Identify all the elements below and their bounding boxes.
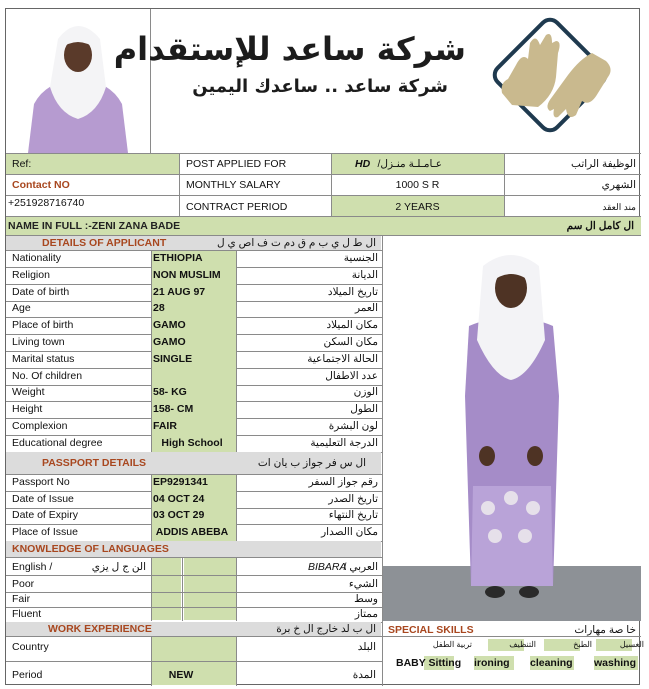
field-label-ar: العمر xyxy=(354,302,378,314)
arabic-level-label: BIBARA xyxy=(308,561,347,573)
helping-hands-logo-icon xyxy=(472,13,638,147)
post-applied-value-ar: عـامـلـة منـزل/ xyxy=(377,158,442,170)
period-value: NEW xyxy=(168,669,194,681)
field-label: Nationality xyxy=(12,252,62,264)
contact-number: +251928716740 xyxy=(8,197,85,209)
english-label: English / xyxy=(12,561,53,573)
contract-period-value: 2 YEARS xyxy=(395,201,440,213)
language-level-label: Fluent xyxy=(12,608,42,620)
languages-title: KNOWLEDGE OF LANGUAGES xyxy=(12,543,169,555)
field-label-ar: عدد الاطفال xyxy=(325,370,378,382)
contract-period-label-ar: مند العقد xyxy=(602,202,636,212)
field-label: Weight xyxy=(12,386,45,398)
field-label: Height xyxy=(12,403,43,415)
field-label-ar: الجنسية xyxy=(343,252,378,264)
skill-label-ar: الغسيل xyxy=(619,640,644,649)
field-label-ar: تاريخ الميلاد xyxy=(327,286,378,298)
field-value: ADDIS ABEBA xyxy=(155,526,229,538)
field-label-ar: رقم جواز السفر xyxy=(308,476,378,488)
arabic-label-ar: العربي / xyxy=(343,561,378,573)
field-label-ar: لون البشرة xyxy=(328,420,378,432)
field-label-ar: مكان الميلاد xyxy=(326,319,378,331)
period-label: Period xyxy=(12,669,43,681)
country-label-ar: البلد xyxy=(357,641,376,653)
field-label-ar: الديانة xyxy=(351,269,378,281)
salary-label-ar: الشهري xyxy=(601,179,636,191)
field-value: ETHIOPIA xyxy=(153,252,203,264)
field-label: Marital status xyxy=(12,353,75,365)
cv-sheet xyxy=(5,8,644,685)
field-value: GAMO xyxy=(153,319,186,331)
language-level-label-ar: ممتاز xyxy=(354,608,378,620)
language-level-label-ar: الشيء xyxy=(348,578,378,590)
company-tagline: شركة ساعد .. ساعدك اليمين xyxy=(192,76,448,97)
field-label-ar: الوزن xyxy=(353,386,378,398)
field-value: 03 OCT 29 xyxy=(153,509,205,521)
post-applied-code: HD xyxy=(355,158,371,170)
field-label: No. Of children xyxy=(12,370,83,382)
field-value: 58- KG xyxy=(153,386,187,398)
salary-value: 1000 S R xyxy=(395,179,440,191)
period-label-ar: المدة xyxy=(352,669,376,681)
field-label: Place of Issue xyxy=(12,526,78,538)
skill-item: BABY Sitting xyxy=(396,657,462,669)
language-level-label: Poor xyxy=(12,578,35,590)
field-label: Age xyxy=(12,302,31,314)
field-label: Living town xyxy=(12,336,65,348)
passport-details-title-ar: ال س فر جواز ب يان ات xyxy=(257,457,366,469)
field-label: Date of birth xyxy=(12,286,70,298)
field-value: NON MUSLIM xyxy=(153,269,221,281)
field-label: Date of Issue xyxy=(12,493,74,505)
skill-label-ar: الطبخ xyxy=(573,640,592,649)
passport-details-title: PASSPORT DETAILS xyxy=(42,457,147,469)
applicant-full-body-photo xyxy=(383,236,641,621)
skill-label-ar: التنظيف xyxy=(509,640,536,649)
skill-item: cleaning xyxy=(530,657,573,669)
ref-label: Ref: xyxy=(12,158,32,170)
applicant-details-title: DETAILS OF APPLICANT xyxy=(42,237,167,249)
special-skills-title: SPECIAL SKILLS xyxy=(388,624,474,636)
field-label: Passport No xyxy=(12,476,70,488)
salary-label: MONTHLY SALARY xyxy=(186,179,281,191)
field-label: Place of birth xyxy=(12,319,74,331)
field-label: Educational degree xyxy=(12,437,103,449)
field-value: 04 OCT 24 xyxy=(153,493,205,505)
field-label: Date of Expiry xyxy=(12,509,78,521)
field-label: Religion xyxy=(12,269,50,281)
field-label-ar: مكان السكن xyxy=(323,336,378,348)
language-level-label: Fair xyxy=(12,593,31,605)
country-label: Country xyxy=(12,641,49,653)
field-value: SINGLE xyxy=(153,353,193,365)
field-value: 28 xyxy=(153,302,165,314)
applicant-details-title-ar: ال ط ل ي ب م ق دم ت ف اص ي ل xyxy=(216,237,376,249)
field-value: High School xyxy=(161,437,223,449)
field-value: 158- CM xyxy=(153,403,194,415)
skill-item: washing xyxy=(594,657,637,669)
field-value: 21 AUG 97 xyxy=(153,286,206,298)
contact-label: Contact NO xyxy=(12,179,70,191)
post-applied-label: POST APPLIED FOR xyxy=(186,158,287,170)
field-label-ar: الحالة الاجتماعية xyxy=(307,353,378,365)
company-name: شركة ساعد للإستقدام xyxy=(113,30,466,68)
field-value: GAMO xyxy=(153,336,186,348)
field-value: FAIR xyxy=(153,420,177,432)
language-level-label-ar: وسط xyxy=(354,593,378,605)
special-skills-title-ar: خا صة مهارات xyxy=(574,624,636,636)
full-name: NAME IN FULL :-ZENI ZANA BADE xyxy=(8,220,181,232)
skill-item: ironing xyxy=(474,657,510,669)
skill-label-ar: تربية الطفل xyxy=(432,640,472,649)
post-applied-label-ar: الوظيفة الراتب xyxy=(571,158,636,170)
field-label-ar: تاريخ النتهاء xyxy=(328,509,378,521)
contract-period-label: CONTRACT PERIOD xyxy=(186,201,288,213)
work-experience-title-ar: ال ب لد خارج ال خ برة xyxy=(276,623,376,635)
field-label-ar: تاريخ الصدر xyxy=(328,493,378,505)
work-experience-title: WORK EXPERIENCE xyxy=(48,623,152,635)
full-name-label-ar: ال كامل ال سم xyxy=(566,220,634,232)
field-label-ar: الدرجة التعليمية xyxy=(310,437,378,449)
field-value: EP9291341 xyxy=(153,476,208,488)
field-label-ar: مكان االصدار xyxy=(321,526,378,538)
field-label: Complexion xyxy=(12,420,68,432)
english-label-ar: الن ج ل يزي xyxy=(91,561,146,573)
field-label-ar: الطول xyxy=(350,403,378,415)
